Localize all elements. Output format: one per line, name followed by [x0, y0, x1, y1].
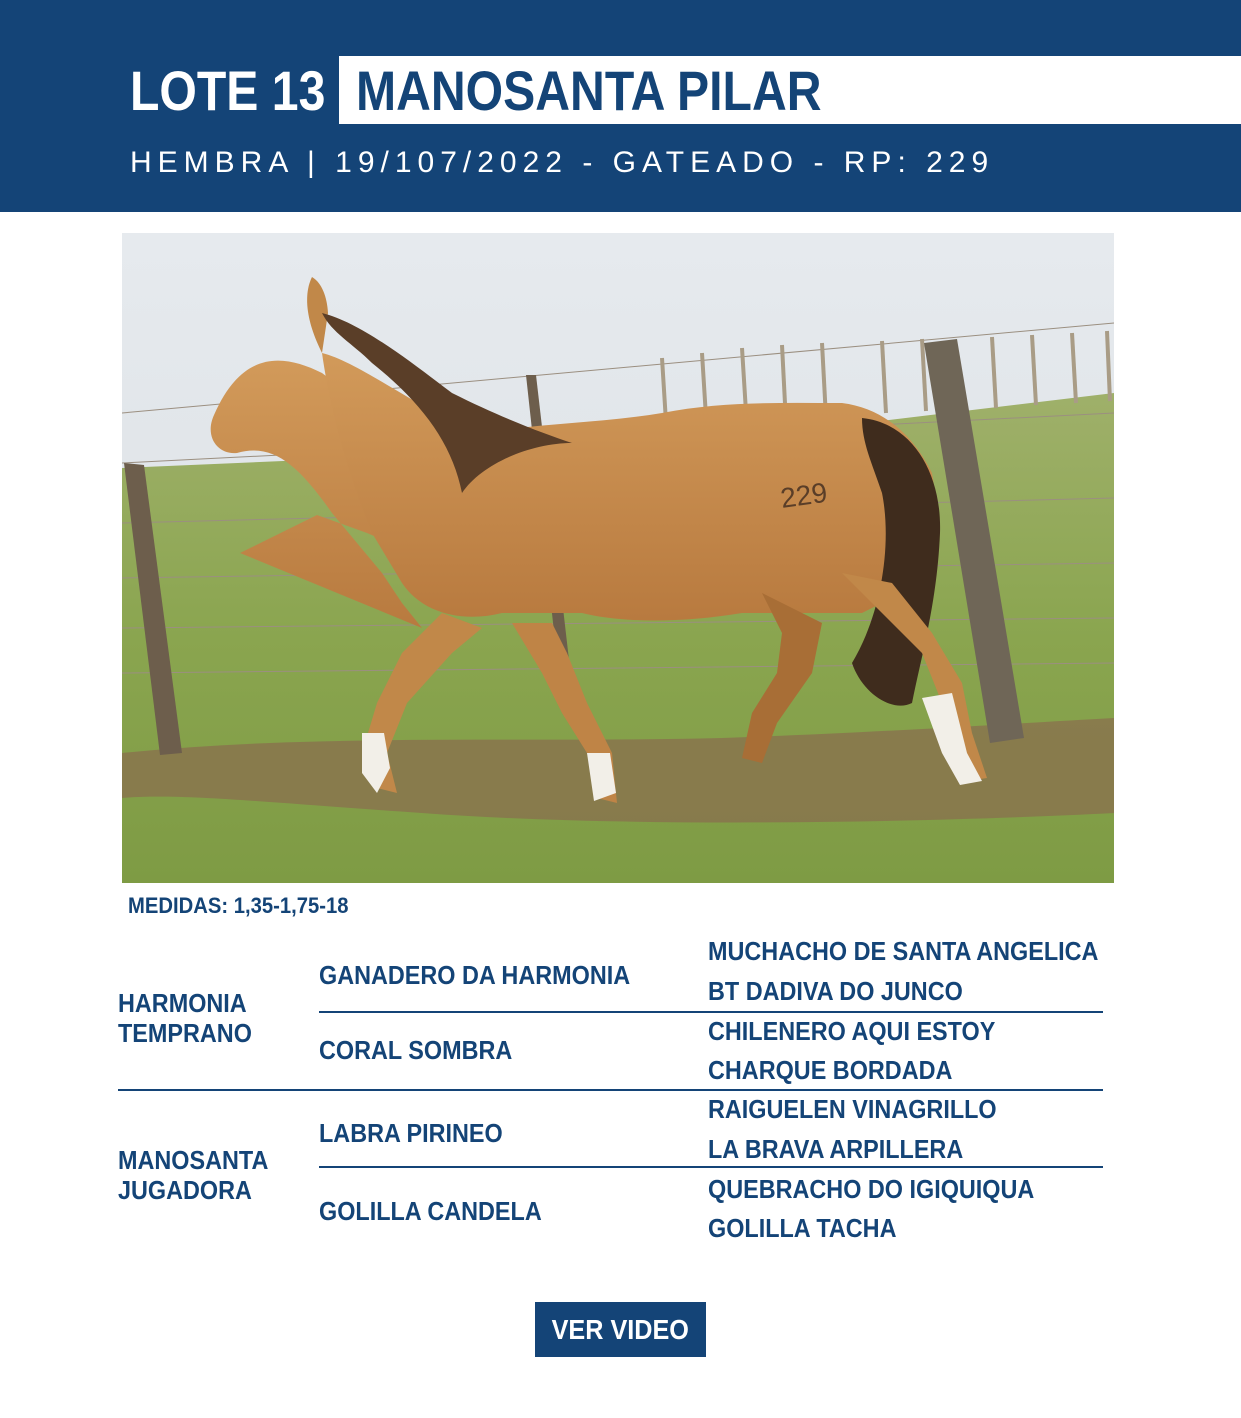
horse-photo — [122, 233, 1114, 883]
dam-dam-name: GOLILLA CANDELA — [319, 1196, 542, 1226]
measures-label: MEDIDAS: 1,35-1,75-18 — [128, 893, 349, 918]
divider-line — [319, 1166, 1103, 1168]
sss-name: MUCHACHO DE SANTA ANGELICA — [708, 936, 1099, 966]
sdd-name: CHARQUE BORDADA — [708, 1055, 953, 1085]
horse-name: MANOSANTA PILAR — [356, 59, 822, 122]
ver-video-button[interactable] — [535, 1302, 706, 1357]
dam-name: MANOSANTA JUGADORA — [118, 1145, 269, 1205]
sire-sire-name: GANADERO DA HARMONIA — [319, 960, 631, 990]
divider-line-main — [118, 1089, 1103, 1091]
sire-dam-name: CORAL SOMBRA — [319, 1035, 513, 1065]
sire-name: HARMONIA TEMPRANO — [118, 988, 252, 1048]
sds-name: CHILENERO AQUI ESTOY — [708, 1016, 996, 1046]
ssd-name: BT DADIVA DO JUNCO — [708, 976, 963, 1006]
dss-name: RAIGUELEN VINAGRILLO — [708, 1094, 997, 1124]
divider-line — [319, 1011, 1103, 1013]
ddd-name: GOLILLA TACHA — [708, 1213, 897, 1243]
dds-name: QUEBRACHO DO IGIQUIQUA — [708, 1174, 1035, 1204]
horse-details: HEMBRA | 19/107/2022 - GATEADO - RP: 229 — [130, 146, 995, 179]
dam-sire-name: LABRA PIRINEO — [319, 1118, 503, 1148]
svg-text:229: 229 — [778, 476, 830, 514]
dsd-name: LA BRAVA ARPILLERA — [708, 1134, 964, 1164]
ver-video-label: VER VIDEO — [551, 1314, 690, 1345]
lot-number: LOTE 13 — [130, 59, 326, 122]
